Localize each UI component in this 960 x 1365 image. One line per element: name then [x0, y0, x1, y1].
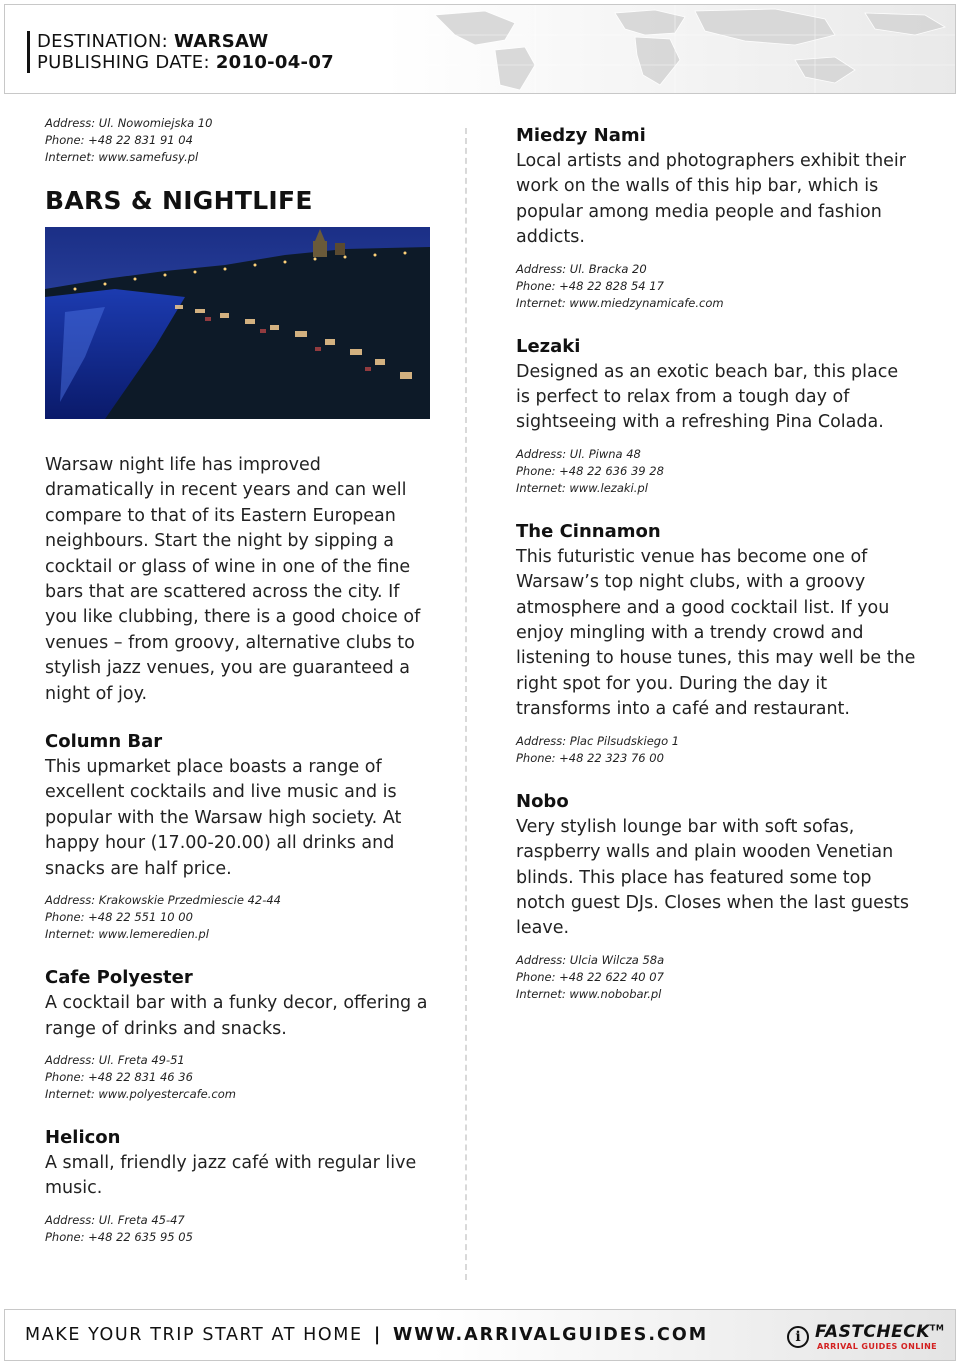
- world-map-graphic: [395, 5, 955, 94]
- venue-entry: [516, 789, 916, 1003]
- phone-line: Phone: +48 22 831 91 04: [45, 133, 193, 147]
- page-header: [4, 4, 956, 94]
- internet-line: Internet: www.samefusy.pl: [45, 150, 199, 164]
- phone-line: Phone: +48 22 636 39 28: [516, 463, 664, 478]
- logo-brand: [815, 1322, 944, 1342]
- venue-description: Very stylish lounge bar with soft sofas, raspberry walls and plain wooden Venetian blinds. This place has featured some top notch guest DJs. Closes when the last guests leave.: [516, 816, 909, 939]
- venue-description: A cocktail bar with a funky decor, offering a range of drinks and snacks.: [45, 993, 428, 1039]
- venue-description: Local artists and photographers exhibit their work on the walls of this hip bar, which is popular among media people and fashion addicts.: [516, 151, 906, 248]
- internet-line: Internet: www.nobobar.pl: [516, 986, 662, 1001]
- publishing-date-value: 2010-04-07: [215, 52, 334, 73]
- venue-name: Lezaki: [516, 335, 581, 357]
- venue-description: Designed as an exotic beach bar, this place is perfect to relax from a tough day of sightseeing with a refreshing Pina Colada.: [516, 361, 899, 433]
- internet-line: Internet: www.polyestercafe.com: [45, 1086, 236, 1101]
- photo-illustration: [45, 227, 430, 419]
- internet-line: Internet: www.lezaki.pl: [516, 480, 648, 495]
- phone-line: Phone: +48 22 551 10 00: [45, 910, 193, 925]
- venue-address-block: [45, 1052, 430, 1103]
- internet-line: Internet: www.miedzynamicafe.com: [516, 295, 724, 310]
- address-line: Address: Ul. Nowomiejska 10: [45, 116, 213, 130]
- venue-address-block: [45, 1212, 430, 1246]
- venue-entry: [45, 729, 430, 943]
- info-icon: i: [787, 1326, 809, 1348]
- phone-line: Phone: +48 22 831 46 36: [45, 1069, 193, 1084]
- internet-line: Internet: www.lemeredien.pl: [45, 927, 209, 942]
- venue-entry: [516, 123, 916, 312]
- venue-name: The Cinnamon: [516, 520, 661, 542]
- venue-address-block: [516, 261, 916, 312]
- footer-slogan: [25, 1325, 708, 1345]
- fastcheck-logo: [787, 1320, 947, 1354]
- phone-line: Phone: +48 22 622 40 07: [516, 969, 664, 984]
- venue-address-block: [516, 446, 916, 497]
- phone-line: Phone: +48 22 635 95 05: [45, 1229, 193, 1244]
- trademark-mark: TM: [929, 1323, 945, 1333]
- destination-line: [37, 31, 269, 52]
- intro-paragraph: Warsaw night life has improved dramatically in recent years and can well compare to that of its Eastern European neighbours. Start the night by sipping a cocktail or glass of wine in one of the fine bars that are scattered across the city. If you like clubbing, there is a good choice of venues – from groovy, alternative clubs to stylish jazz venues, you are guaranteed a night of joy.: [45, 455, 421, 704]
- phone-line: Phone: +48 22 323 76 00: [516, 750, 664, 765]
- address-line: Address: Ul. Freta 49-51: [45, 1052, 185, 1067]
- venue-entry: [516, 334, 916, 497]
- page-footer: [4, 1309, 956, 1361]
- column-divider: [465, 128, 467, 1280]
- phone-line: Phone: +48 22 828 54 17: [516, 278, 664, 293]
- venue-name: Nobo: [516, 790, 569, 812]
- address-line: Address: Ulcia Wilcza 58a: [516, 952, 665, 967]
- logo-subtitle: ARRIVAL GUIDES ONLINE: [817, 1342, 938, 1351]
- right-column: [516, 115, 916, 1003]
- address-line: Address: Ul. Freta 45-47: [45, 1212, 185, 1227]
- venue-entry: [45, 1125, 430, 1246]
- publishing-date-line: [37, 52, 334, 73]
- section-title: BARS & NIGHTLIFE: [45, 186, 313, 215]
- venue-name: Helicon: [45, 1126, 121, 1148]
- destination-value: WARSAW: [173, 31, 269, 52]
- venue-name: Cafe Polyester: [45, 967, 193, 989]
- venue-description: A small, friendly jazz café with regular live music.: [45, 1152, 417, 1199]
- top-address-block: [45, 115, 430, 166]
- address-line: Address: Plac Pilsudskiego 1: [516, 733, 680, 748]
- slogan-text: MAKE YOUR TRIP START AT HOME: [25, 1325, 363, 1345]
- venue-address-block: [516, 733, 916, 767]
- address-line: Address: Ul. Piwna 48: [516, 446, 641, 461]
- venue-description: This futuristic venue has become one of Warsaw’s top night clubs, with a groovy atmosphere and a good cocktail list. If you enjoy mingling with a trendy crowd and listening to house tunes, this may well be the right spot for you. During the day it transforms into a café and restaurant.: [516, 546, 916, 720]
- venue-address-block: [516, 952, 916, 1003]
- address-line: Address: Krakowskie Przedmiescie 42-44: [45, 893, 281, 908]
- left-column: [45, 115, 430, 1246]
- logo-brand-text: FASTCHECK: [815, 1322, 930, 1342]
- venue-entry: [45, 965, 430, 1103]
- venue-name: Miedzy Nami: [516, 125, 646, 146]
- warsaw-riverside-photo: [45, 227, 430, 419]
- publishing-date-label: PUBLISHING DATE:: [37, 52, 210, 73]
- address-line: Address: Ul. Bracka 20: [516, 261, 647, 276]
- venue-name: Column Bar: [45, 731, 163, 753]
- destination-label: DESTINATION:: [37, 31, 168, 52]
- venue-address-block: [45, 892, 430, 943]
- header-accent-bar: [27, 31, 30, 73]
- website-link[interactable]: WWW.ARRIVALGUIDES.COM: [392, 1325, 709, 1345]
- slogan-separator: |: [373, 1325, 382, 1345]
- venue-entry: [516, 519, 916, 767]
- venue-description: This upmarket place boasts a range of excellent cocktails and live music and is popular with the Warsaw high society. At happy hour (17.00-20.00) all drinks and snacks are half price.: [45, 757, 402, 879]
